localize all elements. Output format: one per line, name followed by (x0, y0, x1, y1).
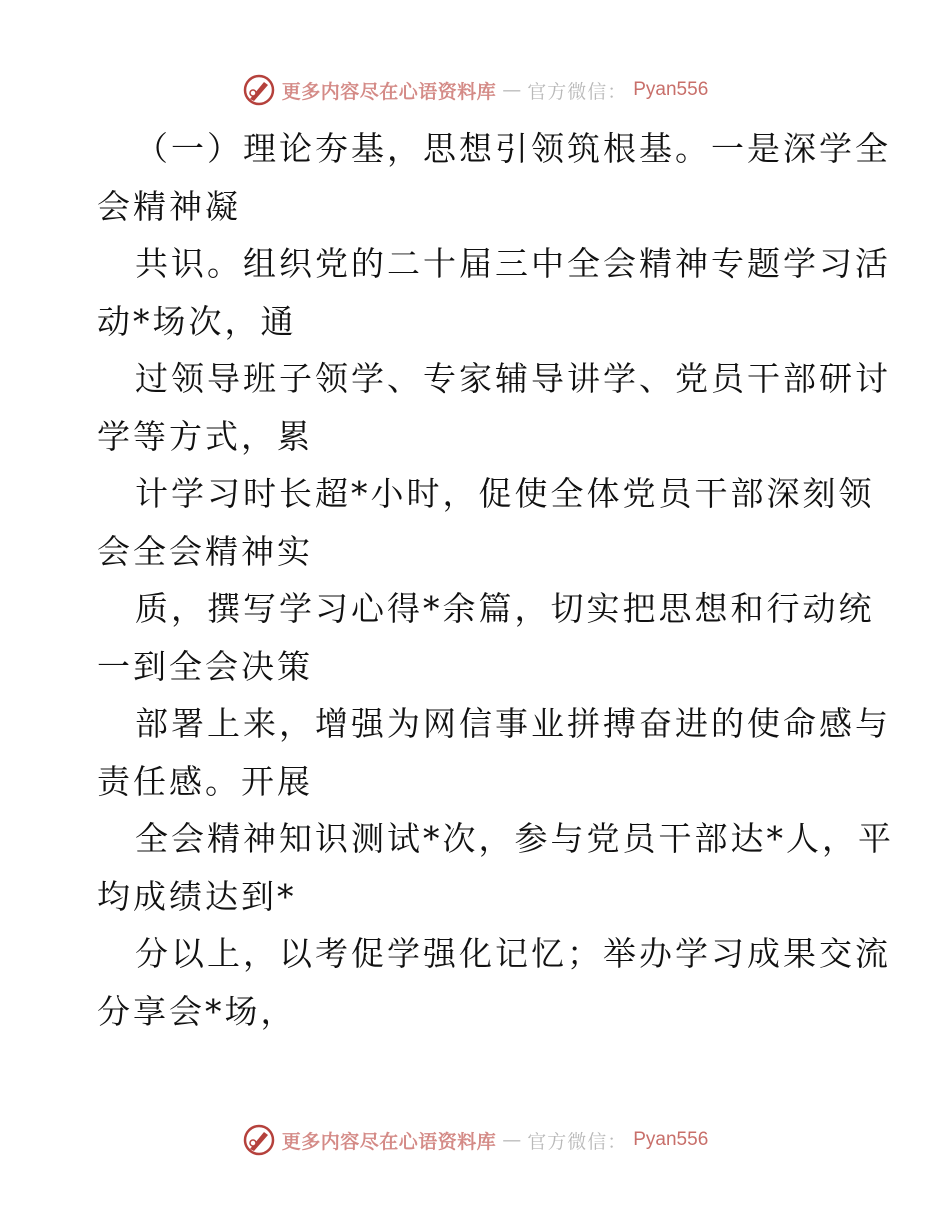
footer-watermark (0, 1120, 950, 1160)
watermark-dash: — (502, 79, 522, 101)
text-line: 学等方式，累 (97, 416, 313, 456)
watermark-main-text: 更多内容尽在心语资料库 (281, 1130, 497, 1153)
watermark-dash: — (502, 1129, 522, 1151)
header-watermark (0, 70, 950, 110)
document-body (97, 120, 894, 1040)
pen-logo-icon (242, 73, 276, 107)
watermark-wechat-id: Pyan556 (633, 79, 709, 100)
text-line: 会全会精神实 (97, 531, 313, 571)
watermark-main-text: 更多内容尽在心语资料库 (281, 80, 497, 103)
text-line: 计学习时长超*小时，促使全体党员干部深刻领 (135, 474, 875, 513)
text-line: （一）理论夯基，思想引领筑根基。一是深学全 (135, 129, 891, 168)
watermark-wechat-id: Pyan556 (633, 1129, 709, 1150)
text-line: 分享会*场， (97, 991, 297, 1031)
text-line: 质，撰写学习心得*余篇，切实把思想和行动统 (135, 589, 875, 628)
text-line: 会精神凝 (97, 186, 241, 226)
text-line: 共识。组织党的二十届三中全会精神专题学习活 (135, 244, 891, 283)
text-line: 均成绩达到* (97, 876, 297, 916)
text-line: 动*场次，通 (97, 301, 297, 341)
text-line: 过领导班子领学、专家辅导讲学、党员干部研讨 (135, 359, 891, 398)
text-line: 部署上来，增强为网信事业拼搏奋进的使命感与 (135, 704, 891, 743)
text-line: 责任感。开展 (97, 761, 313, 801)
text-line: 一到全会决策 (97, 646, 313, 686)
watermark-sub-text: 官方微信： (527, 80, 628, 103)
pen-logo-icon (242, 1123, 276, 1157)
text-line: 分以上，以考促学强化记忆；举办学习成果交流 (135, 934, 891, 973)
watermark-sub-text: 官方微信： (527, 1130, 628, 1153)
text-line: 全会精神知识测试*次，参与党员干部达*人，平 (135, 819, 894, 858)
